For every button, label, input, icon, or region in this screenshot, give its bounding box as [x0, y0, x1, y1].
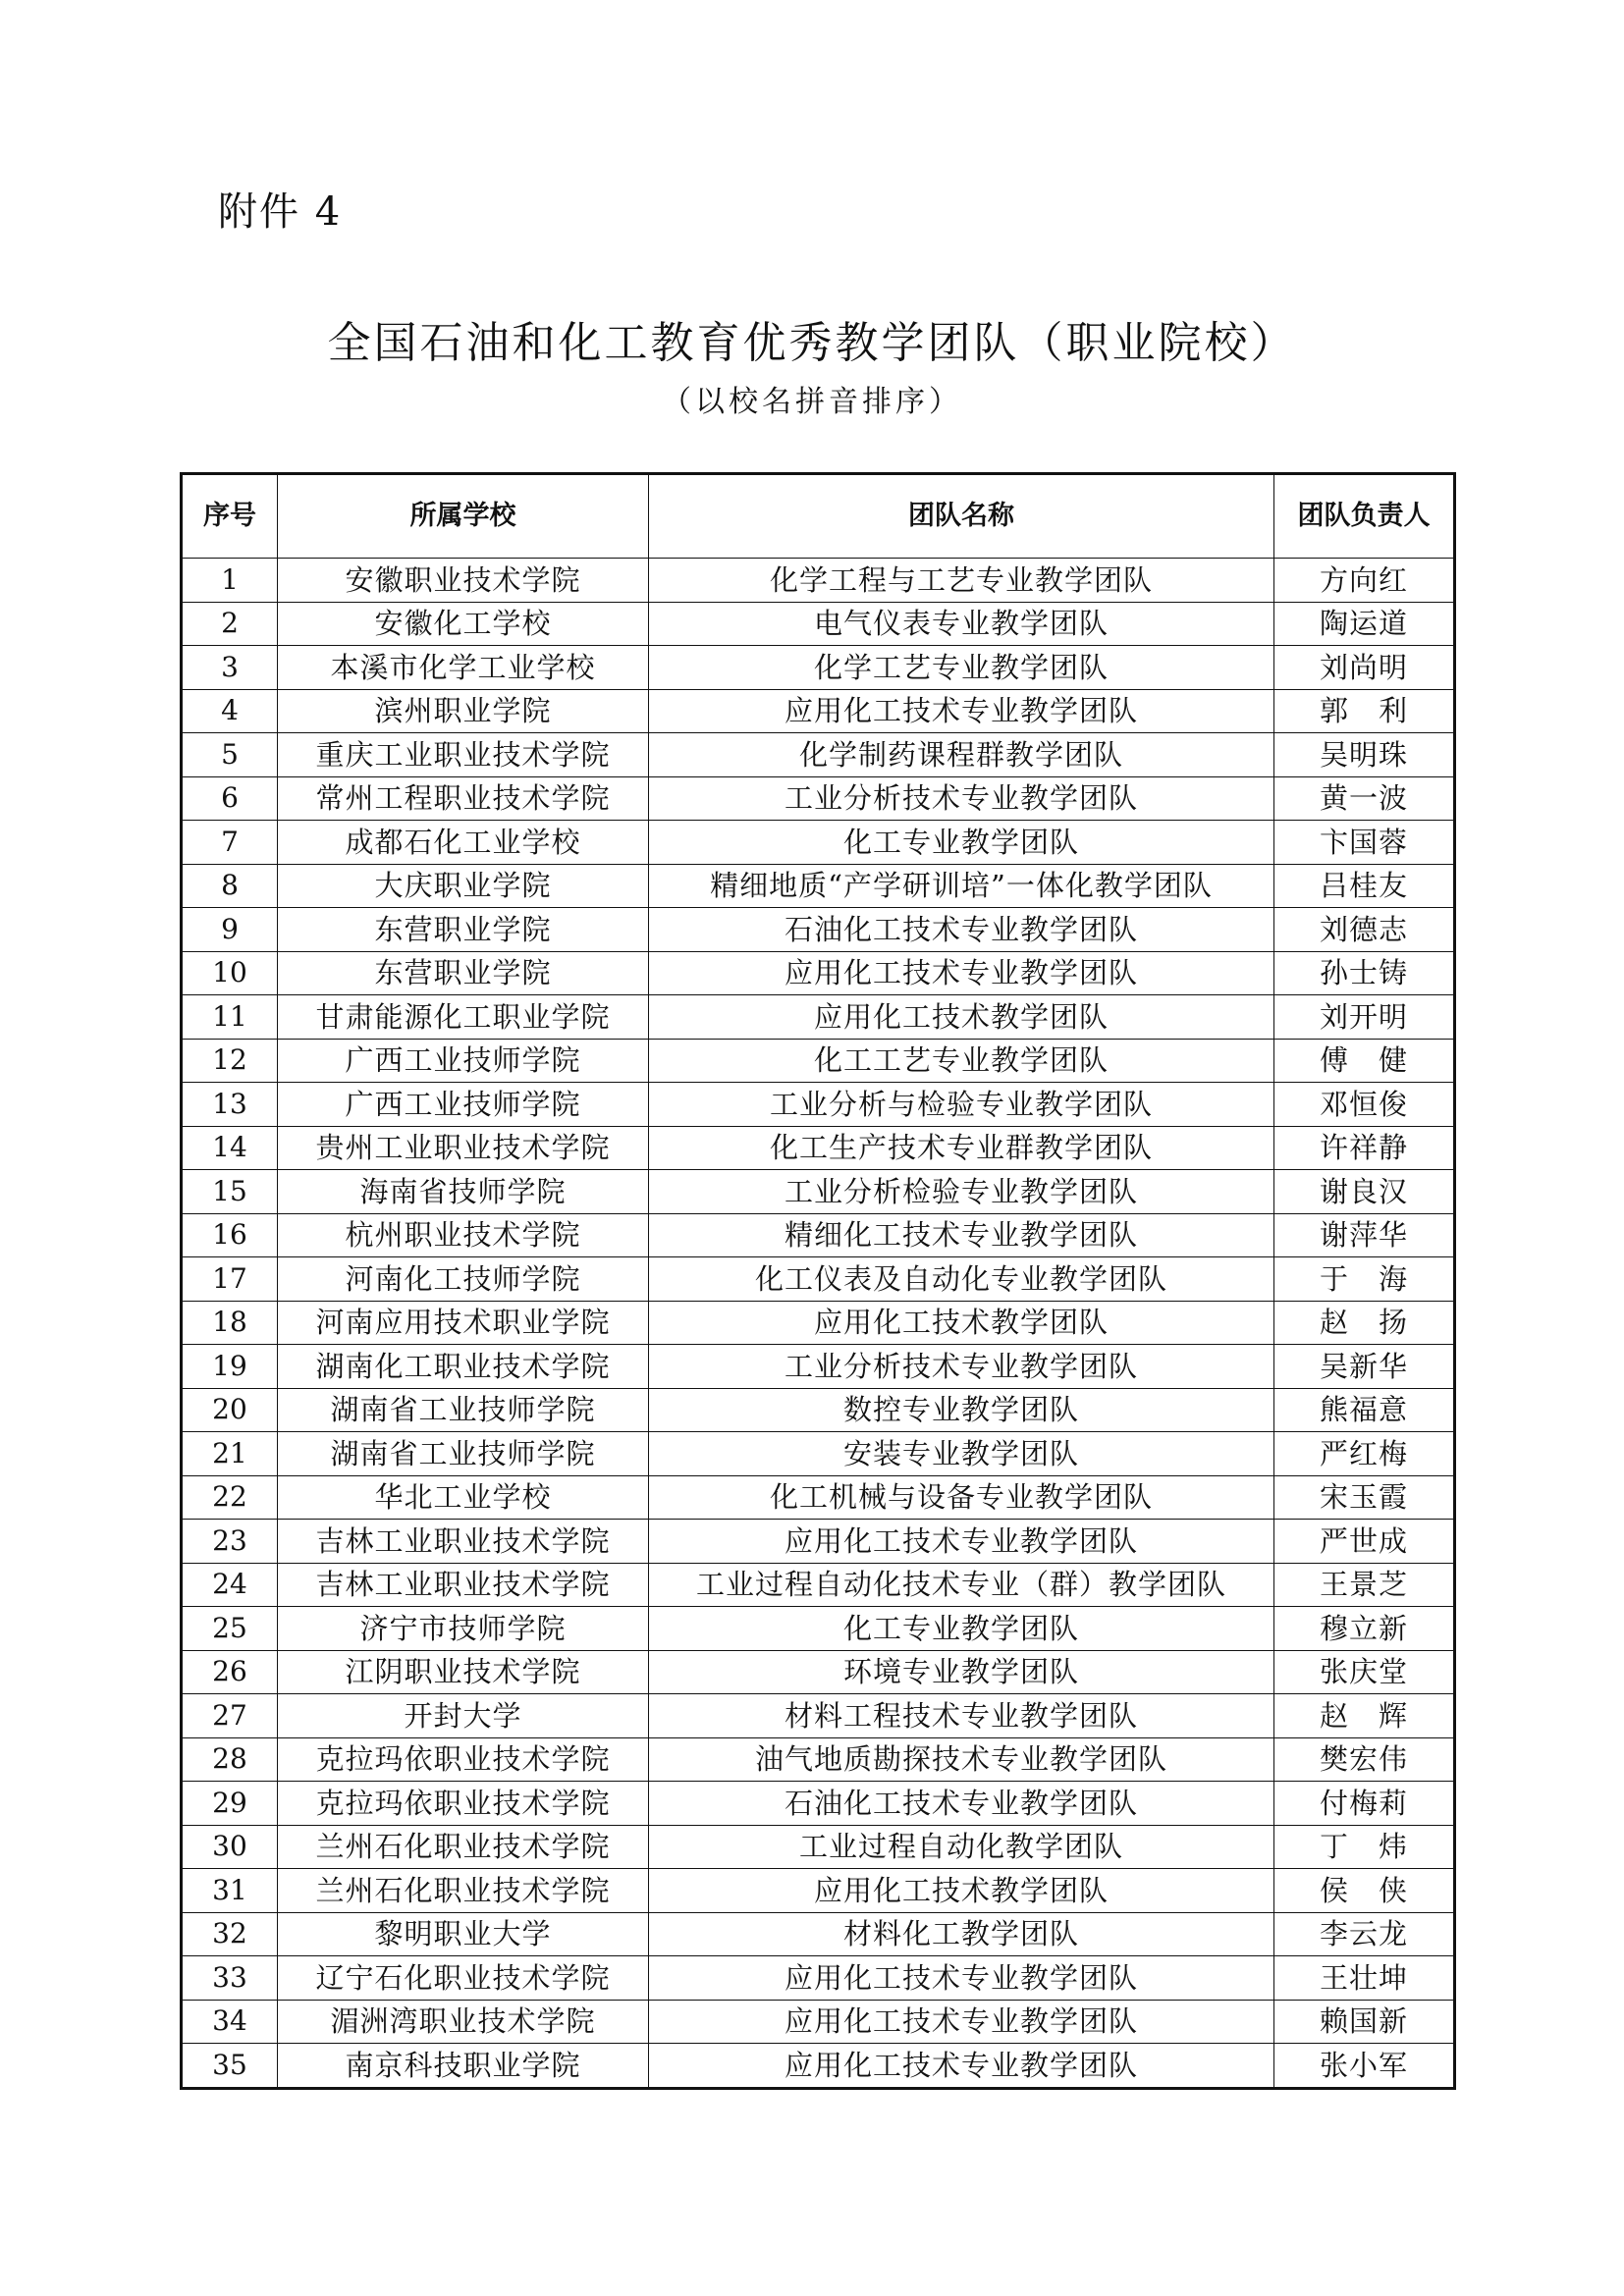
table-row	[182, 1388, 1455, 1432]
cell-team-name: 工业分析与检验专业教学团队	[649, 1083, 1274, 1127]
table-row	[182, 1520, 1455, 1564]
cell-serial-number: 26	[182, 1650, 278, 1694]
cell-team-leader: 严世成	[1274, 1520, 1455, 1564]
cell-team-leader: 赖国新	[1274, 2000, 1455, 2044]
cell-school: 江阴职业技术学院	[278, 1650, 649, 1694]
cell-team-name: 数控专业教学团队	[649, 1388, 1274, 1432]
table-row	[182, 908, 1455, 952]
cell-team-name: 工业分析技术专业教学团队	[649, 776, 1274, 821]
table-row	[182, 1213, 1455, 1257]
table-row	[182, 1694, 1455, 1738]
table-row	[182, 733, 1455, 777]
cell-team-name: 应用化工技术专业教学团队	[649, 1520, 1274, 1564]
cell-team-name: 电气仪表专业教学团队	[649, 602, 1274, 646]
table-row	[182, 1257, 1455, 1302]
cell-team-name: 油气地质勘探技术专业教学团队	[649, 1737, 1274, 1782]
cell-team-name: 应用化工技术专业教学团队	[649, 689, 1274, 733]
cell-school: 吉林工业职业技术学院	[278, 1563, 649, 1607]
cell-school: 常州工程职业技术学院	[278, 776, 649, 821]
cell-team-name: 精细化工技术专业教学团队	[649, 1213, 1274, 1257]
cell-team-leader: 许祥静	[1274, 1126, 1455, 1170]
table-row	[182, 995, 1455, 1040]
cell-serial-number: 18	[182, 1301, 278, 1345]
cell-school: 广西工业技师学院	[278, 1039, 649, 1083]
cell-team-leader: 王景芝	[1274, 1563, 1455, 1607]
cell-team-name: 石油化工技术专业教学团队	[649, 1782, 1274, 1826]
cell-school: 杭州职业技术学院	[278, 1213, 649, 1257]
cell-serial-number: 13	[182, 1083, 278, 1127]
cell-team-leader: 严红梅	[1274, 1432, 1455, 1476]
cell-school: 吉林工业职业技术学院	[278, 1520, 649, 1564]
cell-team-leader: 傅 健	[1274, 1039, 1455, 1083]
teaching-team-table	[180, 472, 1456, 2090]
cell-serial-number: 14	[182, 1126, 278, 1170]
header-team-leader: 团队负责人	[1274, 474, 1455, 559]
cell-school: 湄洲湾职业技术学院	[278, 2000, 649, 2044]
attachment-label: 附件 4	[218, 189, 343, 235]
cell-serial-number: 11	[182, 995, 278, 1040]
cell-school: 本溪市化学工业学校	[278, 646, 649, 690]
cell-serial-number: 16	[182, 1213, 278, 1257]
cell-team-name: 化工仪表及自动化专业教学团队	[649, 1257, 1274, 1302]
cell-serial-number: 27	[182, 1694, 278, 1738]
table-row	[182, 1126, 1455, 1170]
cell-team-leader: 付梅莉	[1274, 1782, 1455, 1826]
cell-serial-number: 25	[182, 1607, 278, 1651]
cell-team-leader: 邓恒俊	[1274, 1083, 1455, 1127]
cell-team-leader: 宋玉霞	[1274, 1475, 1455, 1520]
cell-school: 辽宁石化职业技术学院	[278, 1956, 649, 2001]
cell-team-name: 工业过程自动化技术专业（群）教学团队	[649, 1563, 1274, 1607]
cell-school: 济宁市技师学院	[278, 1607, 649, 1651]
cell-serial-number: 10	[182, 951, 278, 995]
table-row	[182, 1475, 1455, 1520]
cell-team-name: 工业分析检验专业教学团队	[649, 1170, 1274, 1214]
cell-team-name: 化工机械与设备专业教学团队	[649, 1475, 1274, 1520]
cell-team-leader: 张小军	[1274, 2044, 1455, 2089]
cell-serial-number: 17	[182, 1257, 278, 1302]
cell-serial-number: 20	[182, 1388, 278, 1432]
cell-serial-number: 5	[182, 733, 278, 777]
cell-school: 湖南省工业技师学院	[278, 1388, 649, 1432]
table-row	[182, 1563, 1455, 1607]
cell-serial-number: 19	[182, 1345, 278, 1389]
cell-serial-number: 24	[182, 1563, 278, 1607]
cell-team-leader: 陶运道	[1274, 602, 1455, 646]
document-title: 全国石油和化工教育优秀教学团队（职业院校）	[327, 318, 1297, 368]
cell-team-name: 化学工艺专业教学团队	[649, 646, 1274, 690]
cell-team-name: 应用化工技术专业教学团队	[649, 2000, 1274, 2044]
cell-team-name: 化工专业教学团队	[649, 1607, 1274, 1651]
table-row	[182, 689, 1455, 733]
cell-team-name: 化工生产技术专业群教学团队	[649, 1126, 1274, 1170]
table-row	[182, 864, 1455, 908]
cell-school: 兰州石化职业技术学院	[278, 1825, 649, 1869]
cell-team-leader: 穆立新	[1274, 1607, 1455, 1651]
cell-team-name: 工业过程自动化教学团队	[649, 1825, 1274, 1869]
cell-team-leader: 丁 炜	[1274, 1825, 1455, 1869]
table-row	[182, 1607, 1455, 1651]
cell-team-leader: 刘尚明	[1274, 646, 1455, 690]
cell-school: 河南化工技师学院	[278, 1257, 649, 1302]
cell-serial-number: 31	[182, 1869, 278, 1913]
table-row	[182, 2000, 1455, 2044]
cell-team-name: 材料化工教学团队	[649, 1912, 1274, 1956]
table-row	[182, 1039, 1455, 1083]
table-row	[182, 776, 1455, 821]
cell-school: 安徽化工学校	[278, 602, 649, 646]
cell-team-leader: 吴明珠	[1274, 733, 1455, 777]
cell-serial-number: 33	[182, 1956, 278, 2001]
cell-team-leader: 郭 利	[1274, 689, 1455, 733]
header-serial-number: 序号	[182, 474, 278, 559]
cell-team-leader: 刘德志	[1274, 908, 1455, 952]
cell-team-leader: 谢良汉	[1274, 1170, 1455, 1214]
table-row	[182, 1825, 1455, 1869]
cell-serial-number: 9	[182, 908, 278, 952]
cell-school: 滨州职业学院	[278, 689, 649, 733]
cell-serial-number: 32	[182, 1912, 278, 1956]
cell-school: 重庆工业职业技术学院	[278, 733, 649, 777]
cell-serial-number: 30	[182, 1825, 278, 1869]
table-row	[182, 1170, 1455, 1214]
cell-team-name: 安装专业教学团队	[649, 1432, 1274, 1476]
cell-team-name: 应用化工技术专业教学团队	[649, 2044, 1274, 2089]
cell-school: 南京科技职业学院	[278, 2044, 649, 2089]
cell-team-leader: 赵 扬	[1274, 1301, 1455, 1345]
cell-team-leader: 卞国蓉	[1274, 821, 1455, 865]
cell-team-leader: 樊宏伟	[1274, 1737, 1455, 1782]
cell-team-leader: 熊福意	[1274, 1388, 1455, 1432]
table-row	[182, 559, 1455, 603]
table-row	[182, 2044, 1455, 2089]
table-row	[182, 1301, 1455, 1345]
cell-team-name: 精细地质“产学研训培”一体化教学团队	[649, 864, 1274, 908]
cell-team-name: 应用化工技术专业教学团队	[649, 951, 1274, 995]
cell-serial-number: 28	[182, 1737, 278, 1782]
table-row	[182, 1782, 1455, 1826]
cell-team-leader: 张庆堂	[1274, 1650, 1455, 1694]
cell-school: 广西工业技师学院	[278, 1083, 649, 1127]
cell-school: 克拉玛依职业技术学院	[278, 1737, 649, 1782]
cell-team-leader: 方向红	[1274, 559, 1455, 603]
cell-team-name: 应用化工技术教学团队	[649, 1869, 1274, 1913]
cell-school: 成都石化工业学校	[278, 821, 649, 865]
cell-team-name: 化工专业教学团队	[649, 821, 1274, 865]
cell-serial-number: 6	[182, 776, 278, 821]
table-row	[182, 1869, 1455, 1913]
cell-team-name: 应用化工技术专业教学团队	[649, 1956, 1274, 2001]
cell-serial-number: 1	[182, 559, 278, 603]
document-subtitle: （以校名拼音排序）	[662, 385, 962, 419]
cell-team-name: 应用化工技术教学团队	[649, 1301, 1274, 1345]
cell-school: 安徽职业技术学院	[278, 559, 649, 603]
cell-team-name: 环境专业教学团队	[649, 1650, 1274, 1694]
table-row	[182, 1345, 1455, 1389]
cell-serial-number: 35	[182, 2044, 278, 2089]
cell-serial-number: 15	[182, 1170, 278, 1214]
cell-school: 华北工业学校	[278, 1475, 649, 1520]
table-row	[182, 951, 1455, 995]
cell-serial-number: 3	[182, 646, 278, 690]
cell-school: 贵州工业职业技术学院	[278, 1126, 649, 1170]
cell-school: 大庆职业学院	[278, 864, 649, 908]
cell-school: 东营职业学院	[278, 951, 649, 995]
table-row	[182, 1912, 1455, 1956]
cell-serial-number: 7	[182, 821, 278, 865]
cell-team-name: 应用化工技术教学团队	[649, 995, 1274, 1040]
cell-team-leader: 吴新华	[1274, 1345, 1455, 1389]
table-row	[182, 1650, 1455, 1694]
cell-school: 甘肃能源化工职业学院	[278, 995, 649, 1040]
cell-serial-number: 12	[182, 1039, 278, 1083]
table-row	[182, 1083, 1455, 1127]
table-row	[182, 646, 1455, 690]
cell-school: 海南省技师学院	[278, 1170, 649, 1214]
cell-team-name: 化工工艺专业教学团队	[649, 1039, 1274, 1083]
header-team-name: 团队名称	[649, 474, 1274, 559]
cell-team-leader: 侯 侠	[1274, 1869, 1455, 1913]
table-row	[182, 821, 1455, 865]
table-row	[182, 1432, 1455, 1476]
cell-school: 湖南化工职业技术学院	[278, 1345, 649, 1389]
cell-team-leader: 谢萍华	[1274, 1213, 1455, 1257]
table-header-row	[182, 474, 1455, 559]
table-row	[182, 1737, 1455, 1782]
cell-team-leader: 黄一波	[1274, 776, 1455, 821]
cell-serial-number: 8	[182, 864, 278, 908]
cell-serial-number: 29	[182, 1782, 278, 1826]
cell-school: 黎明职业大学	[278, 1912, 649, 1956]
cell-school: 克拉玛依职业技术学院	[278, 1782, 649, 1826]
table-row	[182, 1956, 1455, 2001]
cell-team-leader: 吕桂友	[1274, 864, 1455, 908]
cell-school: 东营职业学院	[278, 908, 649, 952]
cell-team-leader: 赵 辉	[1274, 1694, 1455, 1738]
cell-team-leader: 于 海	[1274, 1257, 1455, 1302]
cell-team-name: 化学工程与工艺专业教学团队	[649, 559, 1274, 603]
cell-serial-number: 23	[182, 1520, 278, 1564]
cell-school: 兰州石化职业技术学院	[278, 1869, 649, 1913]
cell-team-leader: 孙士铸	[1274, 951, 1455, 995]
cell-serial-number: 2	[182, 602, 278, 646]
cell-team-name: 石油化工技术专业教学团队	[649, 908, 1274, 952]
cell-serial-number: 21	[182, 1432, 278, 1476]
cell-team-leader: 王壮坤	[1274, 1956, 1455, 2001]
table-body	[182, 559, 1455, 2089]
cell-team-name: 材料工程技术专业教学团队	[649, 1694, 1274, 1738]
table-row	[182, 602, 1455, 646]
header-school: 所属学校	[278, 474, 649, 559]
cell-serial-number: 22	[182, 1475, 278, 1520]
cell-team-name: 工业分析技术专业教学团队	[649, 1345, 1274, 1389]
cell-team-leader: 刘开明	[1274, 995, 1455, 1040]
cell-school: 湖南省工业技师学院	[278, 1432, 649, 1476]
cell-serial-number: 4	[182, 689, 278, 733]
cell-school: 河南应用技术职业学院	[278, 1301, 649, 1345]
cell-team-leader: 李云龙	[1274, 1912, 1455, 1956]
cell-school: 开封大学	[278, 1694, 649, 1738]
cell-serial-number: 34	[182, 2000, 278, 2044]
cell-team-name: 化学制药课程群教学团队	[649, 733, 1274, 777]
